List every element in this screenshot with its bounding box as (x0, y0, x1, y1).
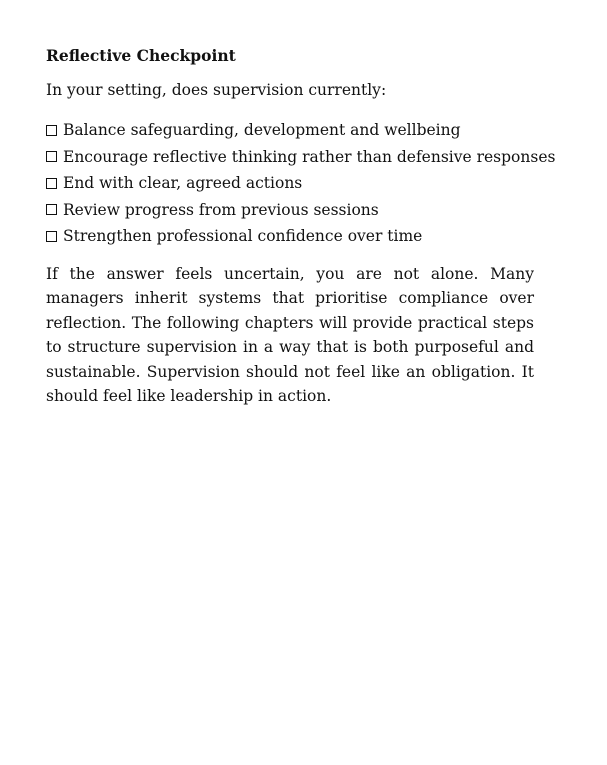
checkbox-icon[interactable] (46, 151, 57, 162)
checkbox-icon[interactable] (46, 231, 57, 242)
checklist-item (46, 223, 534, 250)
checklist-item (46, 117, 534, 144)
checklist-item (46, 144, 556, 171)
section-heading: Reflective Checkpoint (46, 46, 236, 65)
document-page (46, 46, 556, 409)
checkbox-icon[interactable] (46, 125, 57, 136)
checklist-item (46, 170, 534, 197)
checklist-item-label: End with clear, agreed actions (63, 174, 303, 192)
reflective-checklist (46, 117, 556, 250)
checklist-item-label: Review progress from previous sessions (63, 200, 379, 219)
checkbox-icon[interactable] (46, 204, 57, 215)
checkbox-icon[interactable] (46, 178, 57, 189)
body-paragraph: If the answer feels uncertain, you are not alone. Many managers inherit systems that prioritise compliance over reflection. The following chapters will provide practical steps to structure supervision in a way that is both purposeful and sustainable. Supervision should not feel like an obligation. It should feel like leadership in action. (46, 264, 534, 405)
checklist-item-label: Balance safeguarding, development and wellbeing (63, 121, 461, 139)
checklist-item-label: Encourage reflective thinking rather than defensive responses (63, 147, 556, 166)
intro-question: In your setting, does supervision currently: (46, 81, 387, 99)
checklist-item-label: Strengthen professional confidence over time (63, 227, 423, 245)
checklist-item (46, 197, 534, 224)
